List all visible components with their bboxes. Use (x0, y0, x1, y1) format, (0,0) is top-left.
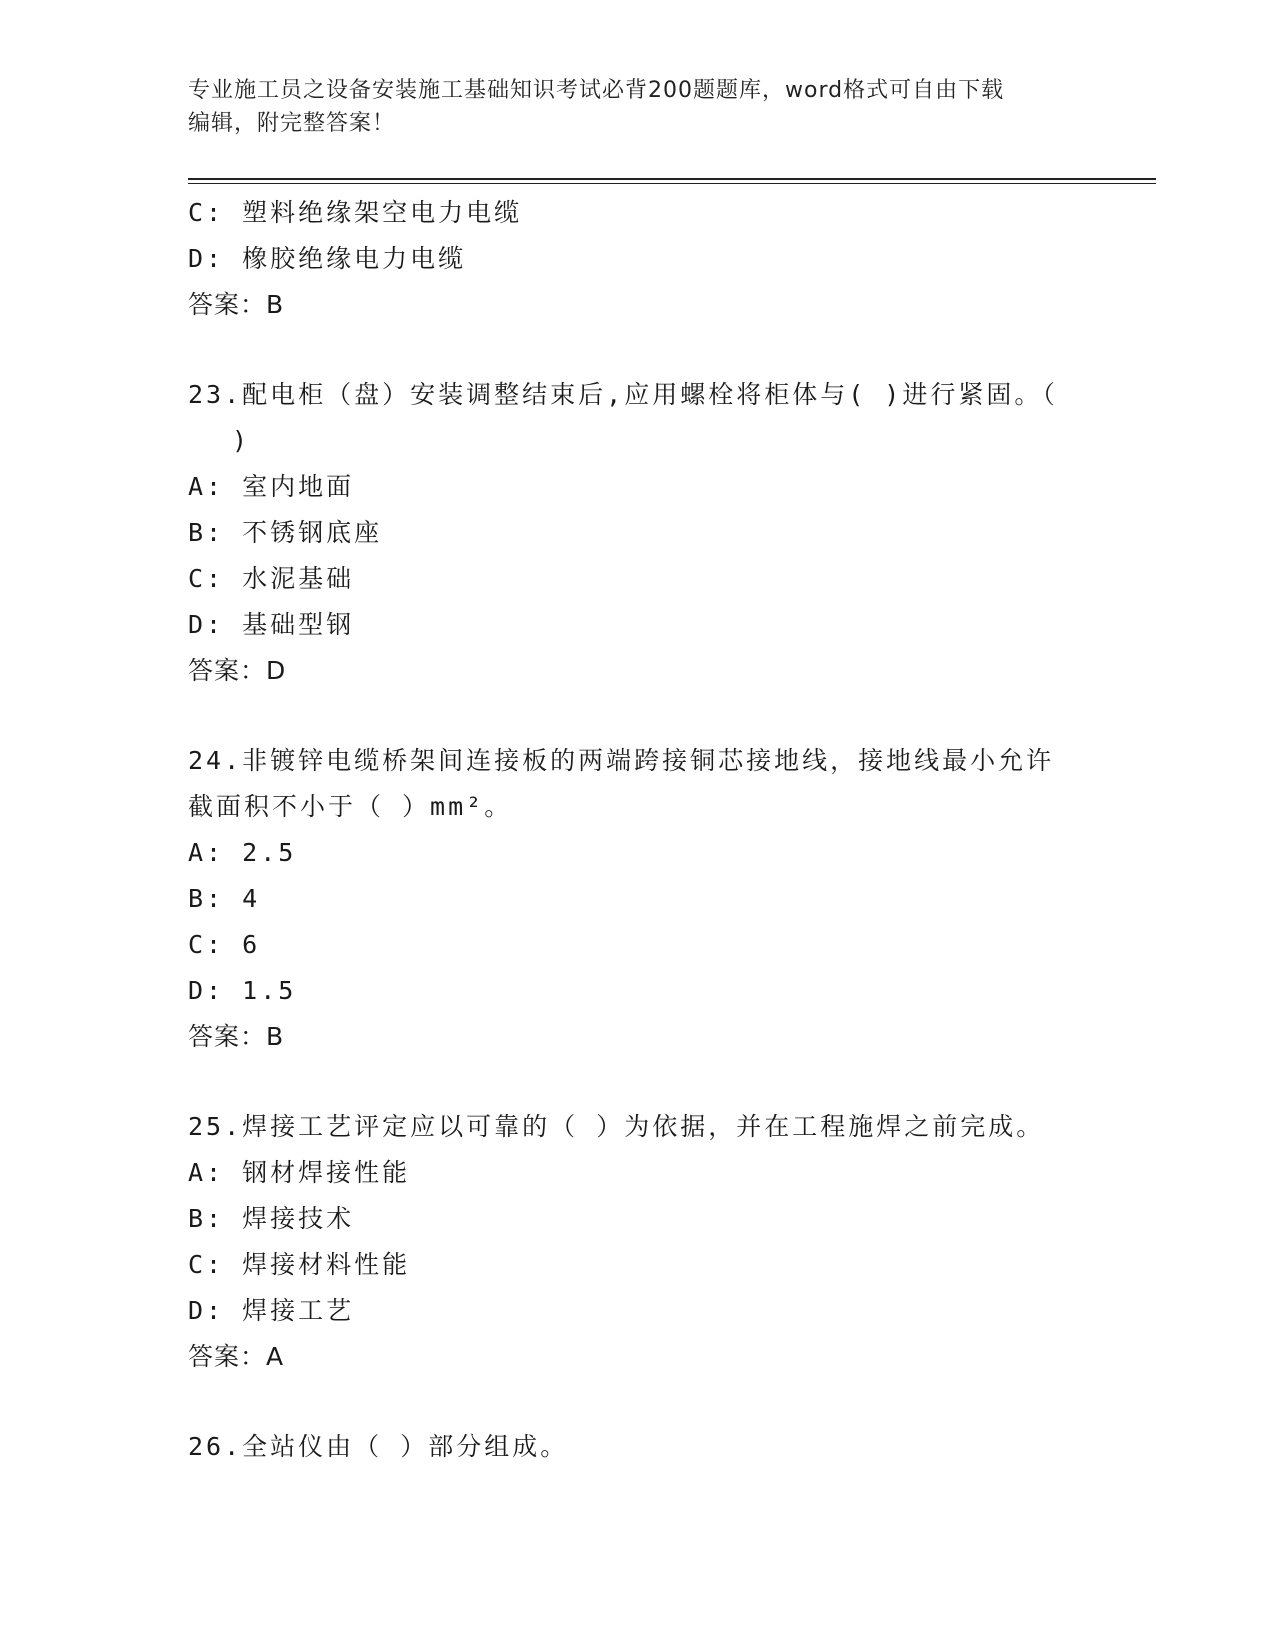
question-24-answer: 答案：B (188, 1022, 285, 1051)
question-25-text: 25.焊接工艺评定应以可靠的（ ）为依据，并在工程施焊之前完成。 (188, 1112, 1045, 1141)
question-23-option-a: A: 室内地面 (188, 472, 355, 501)
question-24-option-b: B: 4 (188, 884, 261, 913)
spacer (188, 328, 1088, 372)
question-25-option-b: B: 焊接技术 (188, 1204, 355, 1233)
question-24-option-a: A: 2.5 (188, 838, 297, 867)
document-header (188, 74, 1088, 140)
spacer (188, 1380, 1088, 1424)
question-23-text: 23.配电柜（盘）安装调整结束后,应用螺栓将柜体与( )进行紧固。（ (188, 380, 1058, 409)
header-divider-thin (188, 183, 1156, 184)
header-line-2: 编辑，附完整答案！ (188, 111, 396, 136)
spacer (188, 694, 1088, 738)
question-24-text-cont: 截面积不小于（ ）mm²。 (188, 792, 513, 821)
question-23-option-d: D: 基础型钢 (188, 610, 355, 639)
question-24-text: 24.非镀锌电缆桥架间连接板的两端跨接铜芯接地线，接地线最小允许 (188, 746, 1055, 775)
spacer (188, 1060, 1088, 1104)
question-26-text: 26.全站仪由（ ）部分组成。 (188, 1432, 569, 1461)
question-25-option-a: A: 钢材焊接性能 (188, 1158, 411, 1187)
question-23-option-c: C: 水泥基础 (188, 564, 355, 593)
header-line-1: 专业施工员之设备安装施工基础知识考试必背200题题库，word格式可自由下载 (188, 78, 1005, 103)
question-23-option-b: B: 不锈钢底座 (188, 518, 383, 547)
question-23-text-cont: ) (232, 426, 251, 455)
question-24-option-c: C: 6 (188, 930, 261, 959)
option-d: D: 橡胶绝缘电力电缆 (188, 244, 467, 273)
question-23-answer: 答案：D (188, 656, 287, 685)
question-25-option-d: D: 焊接工艺 (188, 1296, 355, 1325)
answer-line: 答案：B (188, 290, 285, 319)
question-25-answer: 答案：A (188, 1342, 285, 1371)
header-divider-thick (188, 178, 1156, 180)
question-list (188, 190, 1088, 1470)
option-c: C: 塑料绝缘架空电力电缆 (188, 198, 523, 227)
question-25-option-c: C: 焊接材料性能 (188, 1250, 411, 1279)
question-24-option-d: D: 1.5 (188, 976, 297, 1005)
